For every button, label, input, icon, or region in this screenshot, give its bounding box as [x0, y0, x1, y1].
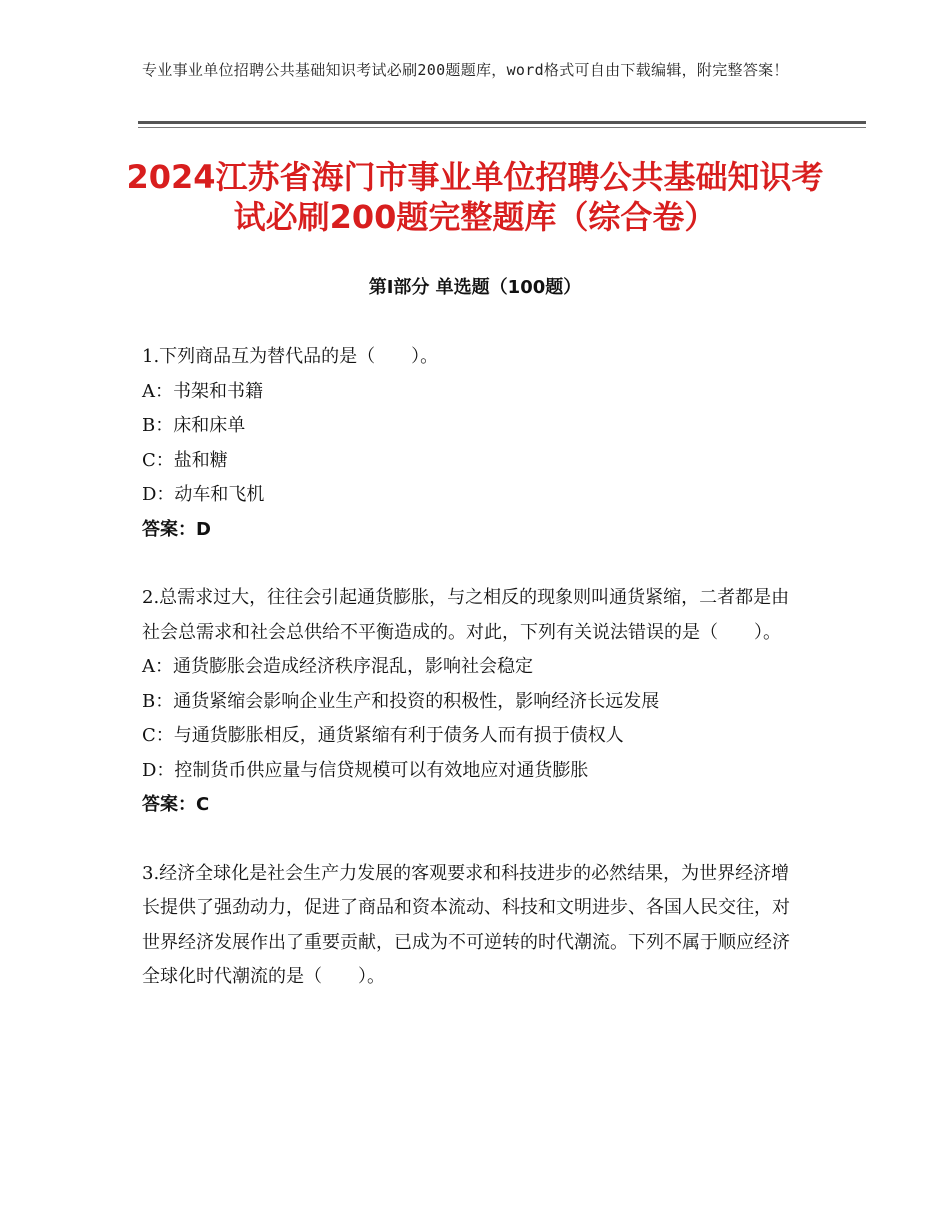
- option-c: C：与通货膨胀相反，通货紧缩有利于债务人而有损于债权人: [142, 725, 624, 746]
- question-1: [142, 340, 802, 547]
- question-stem: 1.下列商品互为替代品的是（ ）。: [142, 346, 439, 367]
- question-3: [142, 857, 802, 995]
- option-a: A：书架和书籍: [142, 380, 263, 402]
- question-stem: 2.总需求过大，往往会引起通货膨胀，与之相反的现象则叫通货紧缩，二者都是由社会总需求和社会总供给不平衡造成的。对此，下列有关说法错误的是（ ）。: [142, 587, 790, 643]
- option-b: B：床和床单: [142, 415, 246, 436]
- header-note: 专业事业单位招聘公共基础知识考试必刷200题题库，word格式可自由下载编辑，附完整答案！: [142, 61, 789, 79]
- option-b: B：通货紧缩会影响企业生产和投资的积极性，影响经济长远发展: [142, 690, 660, 712]
- header-rule-thin: [138, 127, 866, 128]
- answer: 答案：C: [142, 794, 210, 815]
- option-a: A：通货膨胀会造成经济秩序混乱，影响社会稳定: [142, 656, 533, 677]
- option-d: D：动车和飞机: [142, 484, 265, 505]
- section-heading: 第Ⅰ部分 单选题（100题）: [368, 277, 582, 298]
- question-stem: 3.经济全球化是社会生产力发展的客观要求和科技进步的必然结果，为世界经济增长提供了强劲动力，促进了商品和资本流动、科技和文明进步、各国人民交往，对世界经济发展作出了重要贡献，已成为不可逆转的时代潮流。下列不属于顺应经济全球化时代潮流的是（ ）。: [142, 862, 790, 987]
- header-rule-thick: [138, 121, 866, 124]
- option-c: C：盐和糖: [142, 449, 228, 471]
- question-2: [142, 581, 802, 823]
- question-list: [142, 340, 802, 1029]
- document-title: 2024江苏省海门市事业单位招聘公共基础知识考试必刷200题完整题库（综合卷）: [126, 158, 824, 236]
- answer: 答案：D: [142, 518, 211, 540]
- option-d: D：控制货币供应量与信贷规模可以有效地应对通货膨胀: [142, 759, 589, 781]
